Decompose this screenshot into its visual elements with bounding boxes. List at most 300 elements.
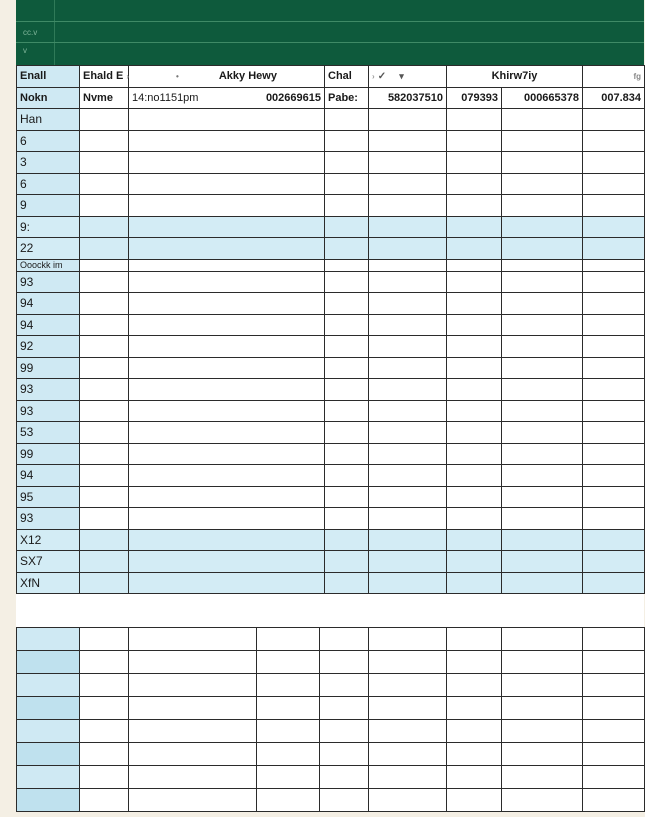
cell[interactable] xyxy=(257,697,320,720)
cell[interactable] xyxy=(80,720,129,743)
cell[interactable] xyxy=(257,651,320,674)
banner-label: cc.v xyxy=(23,28,38,37)
cell[interactable] xyxy=(129,697,257,720)
cell[interactable] xyxy=(129,422,325,444)
cell[interactable] xyxy=(447,697,502,720)
cell[interactable] xyxy=(325,486,369,508)
cell[interactable] xyxy=(80,271,129,293)
top-banner xyxy=(16,0,644,65)
cell[interactable] xyxy=(583,152,645,174)
cell[interactable] xyxy=(447,271,502,293)
cell[interactable] xyxy=(80,238,129,260)
cell[interactable] xyxy=(502,238,583,260)
cell[interactable] xyxy=(502,259,583,271)
cell[interactable] xyxy=(447,357,502,379)
cell[interactable]: Nokn xyxy=(17,87,80,109)
cell[interactable] xyxy=(369,379,447,401)
cell[interactable] xyxy=(583,486,645,508)
row-label-cell[interactable] xyxy=(17,720,80,743)
banner-rule xyxy=(16,21,644,22)
row-label-cell[interactable]: X12 xyxy=(17,529,80,551)
cell[interactable] xyxy=(369,508,447,530)
cell[interactable] xyxy=(129,674,257,697)
header-cell[interactable]: Enall xyxy=(17,66,80,88)
cell[interactable] xyxy=(369,674,447,697)
header-cell[interactable]: Ehald E › xyxy=(80,66,129,88)
cell[interactable] xyxy=(320,720,369,743)
banner-rule xyxy=(16,42,644,43)
cell[interactable] xyxy=(583,195,645,217)
cell[interactable] xyxy=(129,379,325,401)
cell[interactable] xyxy=(129,152,325,174)
cell[interactable] xyxy=(129,720,257,743)
header-cell[interactable] xyxy=(369,66,447,88)
cell[interactable] xyxy=(502,400,583,422)
row-label-cell[interactable] xyxy=(17,674,80,697)
cell[interactable] xyxy=(129,195,325,217)
cell[interactable] xyxy=(325,173,369,195)
row-label-cell[interactable]: 93 xyxy=(17,508,80,530)
cell[interactable] xyxy=(320,628,369,651)
row-label-cell[interactable]: Han xyxy=(17,109,80,131)
caret-icon: › xyxy=(126,72,130,82)
row-label-cell[interactable]: 22 xyxy=(17,238,80,260)
cell[interactable] xyxy=(502,336,583,358)
cell[interactable] xyxy=(447,259,502,271)
table-row xyxy=(17,422,645,444)
cell[interactable] xyxy=(447,651,502,674)
cell[interactable] xyxy=(583,130,645,152)
cell[interactable] xyxy=(369,238,447,260)
cell[interactable] xyxy=(369,195,447,217)
cell[interactable] xyxy=(257,628,320,651)
cell[interactable] xyxy=(80,293,129,315)
cell[interactable] xyxy=(502,271,583,293)
cell[interactable] xyxy=(502,508,583,530)
cell[interactable] xyxy=(325,400,369,422)
cell[interactable]: 582037510 xyxy=(369,87,447,109)
cell[interactable] xyxy=(129,173,325,195)
cell[interactable] xyxy=(129,109,325,131)
cell[interactable] xyxy=(447,508,502,530)
cell[interactable] xyxy=(80,314,129,336)
table-row xyxy=(17,720,645,743)
cell[interactable] xyxy=(583,720,645,743)
cell[interactable] xyxy=(502,674,583,697)
header-cell[interactable]: fg xyxy=(583,66,645,88)
cell[interactable] xyxy=(80,357,129,379)
cell[interactable] xyxy=(320,743,369,766)
cell[interactable] xyxy=(502,422,583,444)
cell[interactable] xyxy=(369,173,447,195)
cell[interactable] xyxy=(325,271,369,293)
cell[interactable] xyxy=(257,720,320,743)
cell[interactable] xyxy=(447,465,502,487)
table-row xyxy=(17,789,645,812)
cell[interactable] xyxy=(447,422,502,444)
cell[interactable] xyxy=(369,443,447,465)
banner-divider xyxy=(54,0,55,65)
cell[interactable] xyxy=(320,651,369,674)
cell[interactable] xyxy=(583,109,645,131)
cell[interactable] xyxy=(502,216,583,238)
cell[interactable] xyxy=(447,400,502,422)
cell[interactable] xyxy=(583,766,645,789)
cell[interactable] xyxy=(129,271,325,293)
cell[interactable] xyxy=(80,152,129,174)
cell[interactable] xyxy=(502,720,583,743)
cell[interactable] xyxy=(129,529,325,551)
cell[interactable] xyxy=(369,465,447,487)
cell[interactable] xyxy=(502,697,583,720)
row-label-cell[interactable]: 95 xyxy=(17,486,80,508)
cell[interactable]: Nvme xyxy=(80,87,129,109)
cell[interactable] xyxy=(80,551,129,573)
cell[interactable] xyxy=(129,130,325,152)
cell[interactable] xyxy=(447,551,502,573)
cell[interactable] xyxy=(325,422,369,444)
cell[interactable]: Pabe: xyxy=(325,87,369,109)
cell[interactable] xyxy=(325,551,369,573)
cell[interactable] xyxy=(447,443,502,465)
cell[interactable] xyxy=(257,789,320,812)
cell[interactable] xyxy=(80,651,129,674)
cell[interactable] xyxy=(320,674,369,697)
check-icon: ✓ xyxy=(377,71,387,83)
cell[interactable] xyxy=(583,259,645,271)
cell[interactable] xyxy=(369,651,447,674)
row-label-cell[interactable]: 9 xyxy=(17,195,80,217)
cell[interactable] xyxy=(320,697,369,720)
row-label-cell[interactable]: 6 xyxy=(17,130,80,152)
cell[interactable] xyxy=(80,674,129,697)
cell[interactable] xyxy=(80,486,129,508)
cell[interactable] xyxy=(369,130,447,152)
cell[interactable] xyxy=(502,357,583,379)
row-label-cell[interactable] xyxy=(17,628,80,651)
row-label-cell[interactable]: 94 xyxy=(17,293,80,315)
cell[interactable] xyxy=(447,216,502,238)
cell[interactable] xyxy=(129,216,325,238)
cell[interactable] xyxy=(447,293,502,315)
row-label-cell[interactable]: 9: xyxy=(17,216,80,238)
cell[interactable] xyxy=(129,259,325,271)
empty-grid xyxy=(16,627,645,812)
cell[interactable] xyxy=(447,195,502,217)
header-cell[interactable]: • Akky Hewy xyxy=(129,66,325,88)
cell[interactable] xyxy=(447,379,502,401)
cell[interactable] xyxy=(369,400,447,422)
cell[interactable] xyxy=(129,743,257,766)
cell[interactable] xyxy=(129,336,325,358)
cell[interactable] xyxy=(583,379,645,401)
cell[interactable] xyxy=(369,152,447,174)
cell[interactable] xyxy=(80,743,129,766)
row-label-cell[interactable]: 3 xyxy=(17,152,80,174)
cell[interactable] xyxy=(129,628,257,651)
cell[interactable] xyxy=(129,766,257,789)
cell[interactable] xyxy=(502,465,583,487)
cell[interactable] xyxy=(583,216,645,238)
cell[interactable] xyxy=(369,216,447,238)
row-label-cell[interactable]: 93 xyxy=(17,379,80,401)
row-label-cell[interactable]: SX7 xyxy=(17,551,80,573)
row-label-cell[interactable] xyxy=(17,651,80,674)
cell[interactable] xyxy=(447,109,502,131)
cell[interactable] xyxy=(129,508,325,530)
cell[interactable] xyxy=(80,529,129,551)
cell[interactable] xyxy=(325,109,369,131)
cell[interactable] xyxy=(583,628,645,651)
cell[interactable] xyxy=(502,379,583,401)
cell[interactable] xyxy=(369,271,447,293)
cell[interactable] xyxy=(583,422,645,444)
cell[interactable] xyxy=(325,443,369,465)
cell[interactable] xyxy=(502,152,583,174)
cell[interactable] xyxy=(502,173,583,195)
cell[interactable] xyxy=(257,743,320,766)
cell[interactable] xyxy=(325,238,369,260)
cell[interactable] xyxy=(80,259,129,271)
cell[interactable] xyxy=(502,293,583,315)
table-row xyxy=(17,130,645,152)
header-cell[interactable]: Chal xyxy=(325,66,369,88)
cell[interactable] xyxy=(129,572,325,594)
cell[interactable] xyxy=(80,443,129,465)
cell[interactable] xyxy=(325,130,369,152)
cell[interactable] xyxy=(80,465,129,487)
table-row xyxy=(17,271,645,293)
table-row xyxy=(17,529,645,551)
cell[interactable] xyxy=(447,152,502,174)
cell[interactable] xyxy=(80,422,129,444)
cell[interactable] xyxy=(80,173,129,195)
cell[interactable] xyxy=(80,336,129,358)
cell[interactable] xyxy=(80,195,129,217)
cell[interactable] xyxy=(369,697,447,720)
cell[interactable] xyxy=(129,293,325,315)
cell[interactable] xyxy=(325,336,369,358)
cell[interactable] xyxy=(583,743,645,766)
row-label-cell[interactable]: 92 xyxy=(17,336,80,358)
cell[interactable] xyxy=(583,314,645,336)
cell[interactable] xyxy=(583,443,645,465)
cell[interactable] xyxy=(80,697,129,720)
cell[interactable] xyxy=(325,259,369,271)
cell[interactable] xyxy=(325,195,369,217)
row-label-cell[interactable] xyxy=(17,697,80,720)
cell[interactable] xyxy=(129,486,325,508)
cell[interactable] xyxy=(369,720,447,743)
cell[interactable] xyxy=(583,238,645,260)
table-row xyxy=(17,195,645,217)
cell[interactable] xyxy=(129,357,325,379)
row-label-cell[interactable]: 99 xyxy=(17,357,80,379)
dropdown-icon: ▾ xyxy=(399,71,404,82)
table-row xyxy=(17,173,645,195)
cell[interactable] xyxy=(80,508,129,530)
cell[interactable] xyxy=(583,697,645,720)
table-row xyxy=(17,109,645,131)
table-row xyxy=(17,259,645,271)
cell[interactable] xyxy=(369,357,447,379)
cell[interactable] xyxy=(447,486,502,508)
cell[interactable] xyxy=(369,422,447,444)
row-label-cell[interactable]: XfN xyxy=(17,572,80,594)
cell[interactable] xyxy=(369,743,447,766)
cell[interactable] xyxy=(369,259,447,271)
cell[interactable] xyxy=(129,314,325,336)
cell[interactable] xyxy=(583,173,645,195)
cell[interactable] xyxy=(583,271,645,293)
cell[interactable] xyxy=(80,379,129,401)
cell[interactable] xyxy=(320,766,369,789)
cell[interactable] xyxy=(583,508,645,530)
cell[interactable] xyxy=(257,674,320,697)
row-label-cell[interactable]: 94 xyxy=(17,465,80,487)
cell[interactable] xyxy=(502,529,583,551)
cell[interactable] xyxy=(325,529,369,551)
cell[interactable] xyxy=(502,486,583,508)
cell[interactable] xyxy=(502,130,583,152)
row-label-cell[interactable]: Ooockk im xyxy=(17,259,80,271)
cell[interactable] xyxy=(80,216,129,238)
cell[interactable] xyxy=(325,379,369,401)
row-label-cell[interactable]: 94 xyxy=(17,314,80,336)
cell[interactable] xyxy=(320,789,369,812)
cell[interactable] xyxy=(129,443,325,465)
cell[interactable] xyxy=(502,195,583,217)
subheader-row xyxy=(17,87,645,109)
cell[interactable] xyxy=(447,674,502,697)
cell[interactable] xyxy=(325,465,369,487)
cell[interactable] xyxy=(369,789,447,812)
cell[interactable] xyxy=(502,443,583,465)
table-row xyxy=(17,336,645,358)
cell[interactable] xyxy=(80,789,129,812)
cell[interactable] xyxy=(80,572,129,594)
cell[interactable] xyxy=(80,628,129,651)
cell[interactable] xyxy=(447,720,502,743)
row-label-cell[interactable] xyxy=(17,789,80,812)
cell[interactable] xyxy=(369,293,447,315)
cell[interactable] xyxy=(447,173,502,195)
cell[interactable] xyxy=(325,357,369,379)
cell[interactable] xyxy=(129,551,325,573)
cell[interactable] xyxy=(369,109,447,131)
cell[interactable] xyxy=(502,109,583,131)
cell[interactable] xyxy=(80,109,129,131)
cell[interactable]: 14:no1151pm 002669615 xyxy=(129,87,325,109)
cell[interactable] xyxy=(583,400,645,422)
cell[interactable] xyxy=(502,651,583,674)
cell[interactable] xyxy=(583,651,645,674)
cell[interactable] xyxy=(325,508,369,530)
cell[interactable] xyxy=(583,293,645,315)
cell[interactable] xyxy=(447,743,502,766)
row-label-cell[interactable] xyxy=(17,743,80,766)
cell[interactable] xyxy=(583,465,645,487)
spreadsheet xyxy=(16,0,644,812)
cell[interactable] xyxy=(447,628,502,651)
cell[interactable] xyxy=(325,152,369,174)
cell[interactable] xyxy=(502,743,583,766)
cell[interactable] xyxy=(369,336,447,358)
cell[interactable] xyxy=(447,529,502,551)
cell[interactable] xyxy=(257,766,320,789)
data-grid xyxy=(16,65,645,594)
cell[interactable] xyxy=(502,789,583,812)
cell[interactable] xyxy=(447,238,502,260)
cell[interactable] xyxy=(129,651,257,674)
row-label-cell[interactable]: 53 xyxy=(17,422,80,444)
cell[interactable]: 000665378 xyxy=(502,87,583,109)
row-label-cell[interactable]: 99 xyxy=(17,443,80,465)
cell[interactable] xyxy=(369,529,447,551)
cell[interactable] xyxy=(80,400,129,422)
cell[interactable] xyxy=(583,529,645,551)
cell[interactable] xyxy=(502,572,583,594)
cell[interactable] xyxy=(447,572,502,594)
cell[interactable] xyxy=(369,572,447,594)
cell[interactable] xyxy=(583,357,645,379)
caret-icon: › xyxy=(372,72,375,82)
cell[interactable] xyxy=(129,238,325,260)
table-row xyxy=(17,465,645,487)
cell[interactable] xyxy=(129,465,325,487)
cell[interactable] xyxy=(447,314,502,336)
cell[interactable] xyxy=(129,789,257,812)
row-label-cell[interactable]: 6 xyxy=(17,173,80,195)
cell[interactable] xyxy=(583,789,645,812)
header-cell[interactable]: Khirw7iy xyxy=(447,66,583,88)
cell[interactable] xyxy=(369,314,447,336)
cell[interactable] xyxy=(502,628,583,651)
cell[interactable] xyxy=(502,766,583,789)
table-row xyxy=(17,400,645,422)
row-label-cell[interactable]: 93 xyxy=(17,400,80,422)
row-label-cell[interactable] xyxy=(17,766,80,789)
cell[interactable] xyxy=(369,766,447,789)
cell[interactable] xyxy=(325,293,369,315)
cell[interactable]: 007.834 xyxy=(583,87,645,109)
cell[interactable] xyxy=(583,336,645,358)
cell[interactable] xyxy=(583,674,645,697)
cell[interactable] xyxy=(447,336,502,358)
cell[interactable] xyxy=(325,314,369,336)
cell[interactable] xyxy=(369,628,447,651)
cell[interactable] xyxy=(80,130,129,152)
cell[interactable] xyxy=(80,766,129,789)
cell[interactable] xyxy=(502,314,583,336)
cell[interactable] xyxy=(369,486,447,508)
table-row xyxy=(17,628,645,651)
cell[interactable] xyxy=(325,216,369,238)
cell[interactable] xyxy=(502,551,583,573)
cell[interactable] xyxy=(369,551,447,573)
cell[interactable] xyxy=(129,400,325,422)
cell[interactable]: 079393 xyxy=(447,87,502,109)
table-row xyxy=(17,697,645,720)
cell[interactable] xyxy=(447,130,502,152)
row-label-cell[interactable]: 93 xyxy=(17,271,80,293)
cell[interactable] xyxy=(583,551,645,573)
cell[interactable] xyxy=(325,572,369,594)
cell[interactable] xyxy=(447,766,502,789)
cell[interactable] xyxy=(447,789,502,812)
table-row xyxy=(17,674,645,697)
cell[interactable] xyxy=(583,572,645,594)
